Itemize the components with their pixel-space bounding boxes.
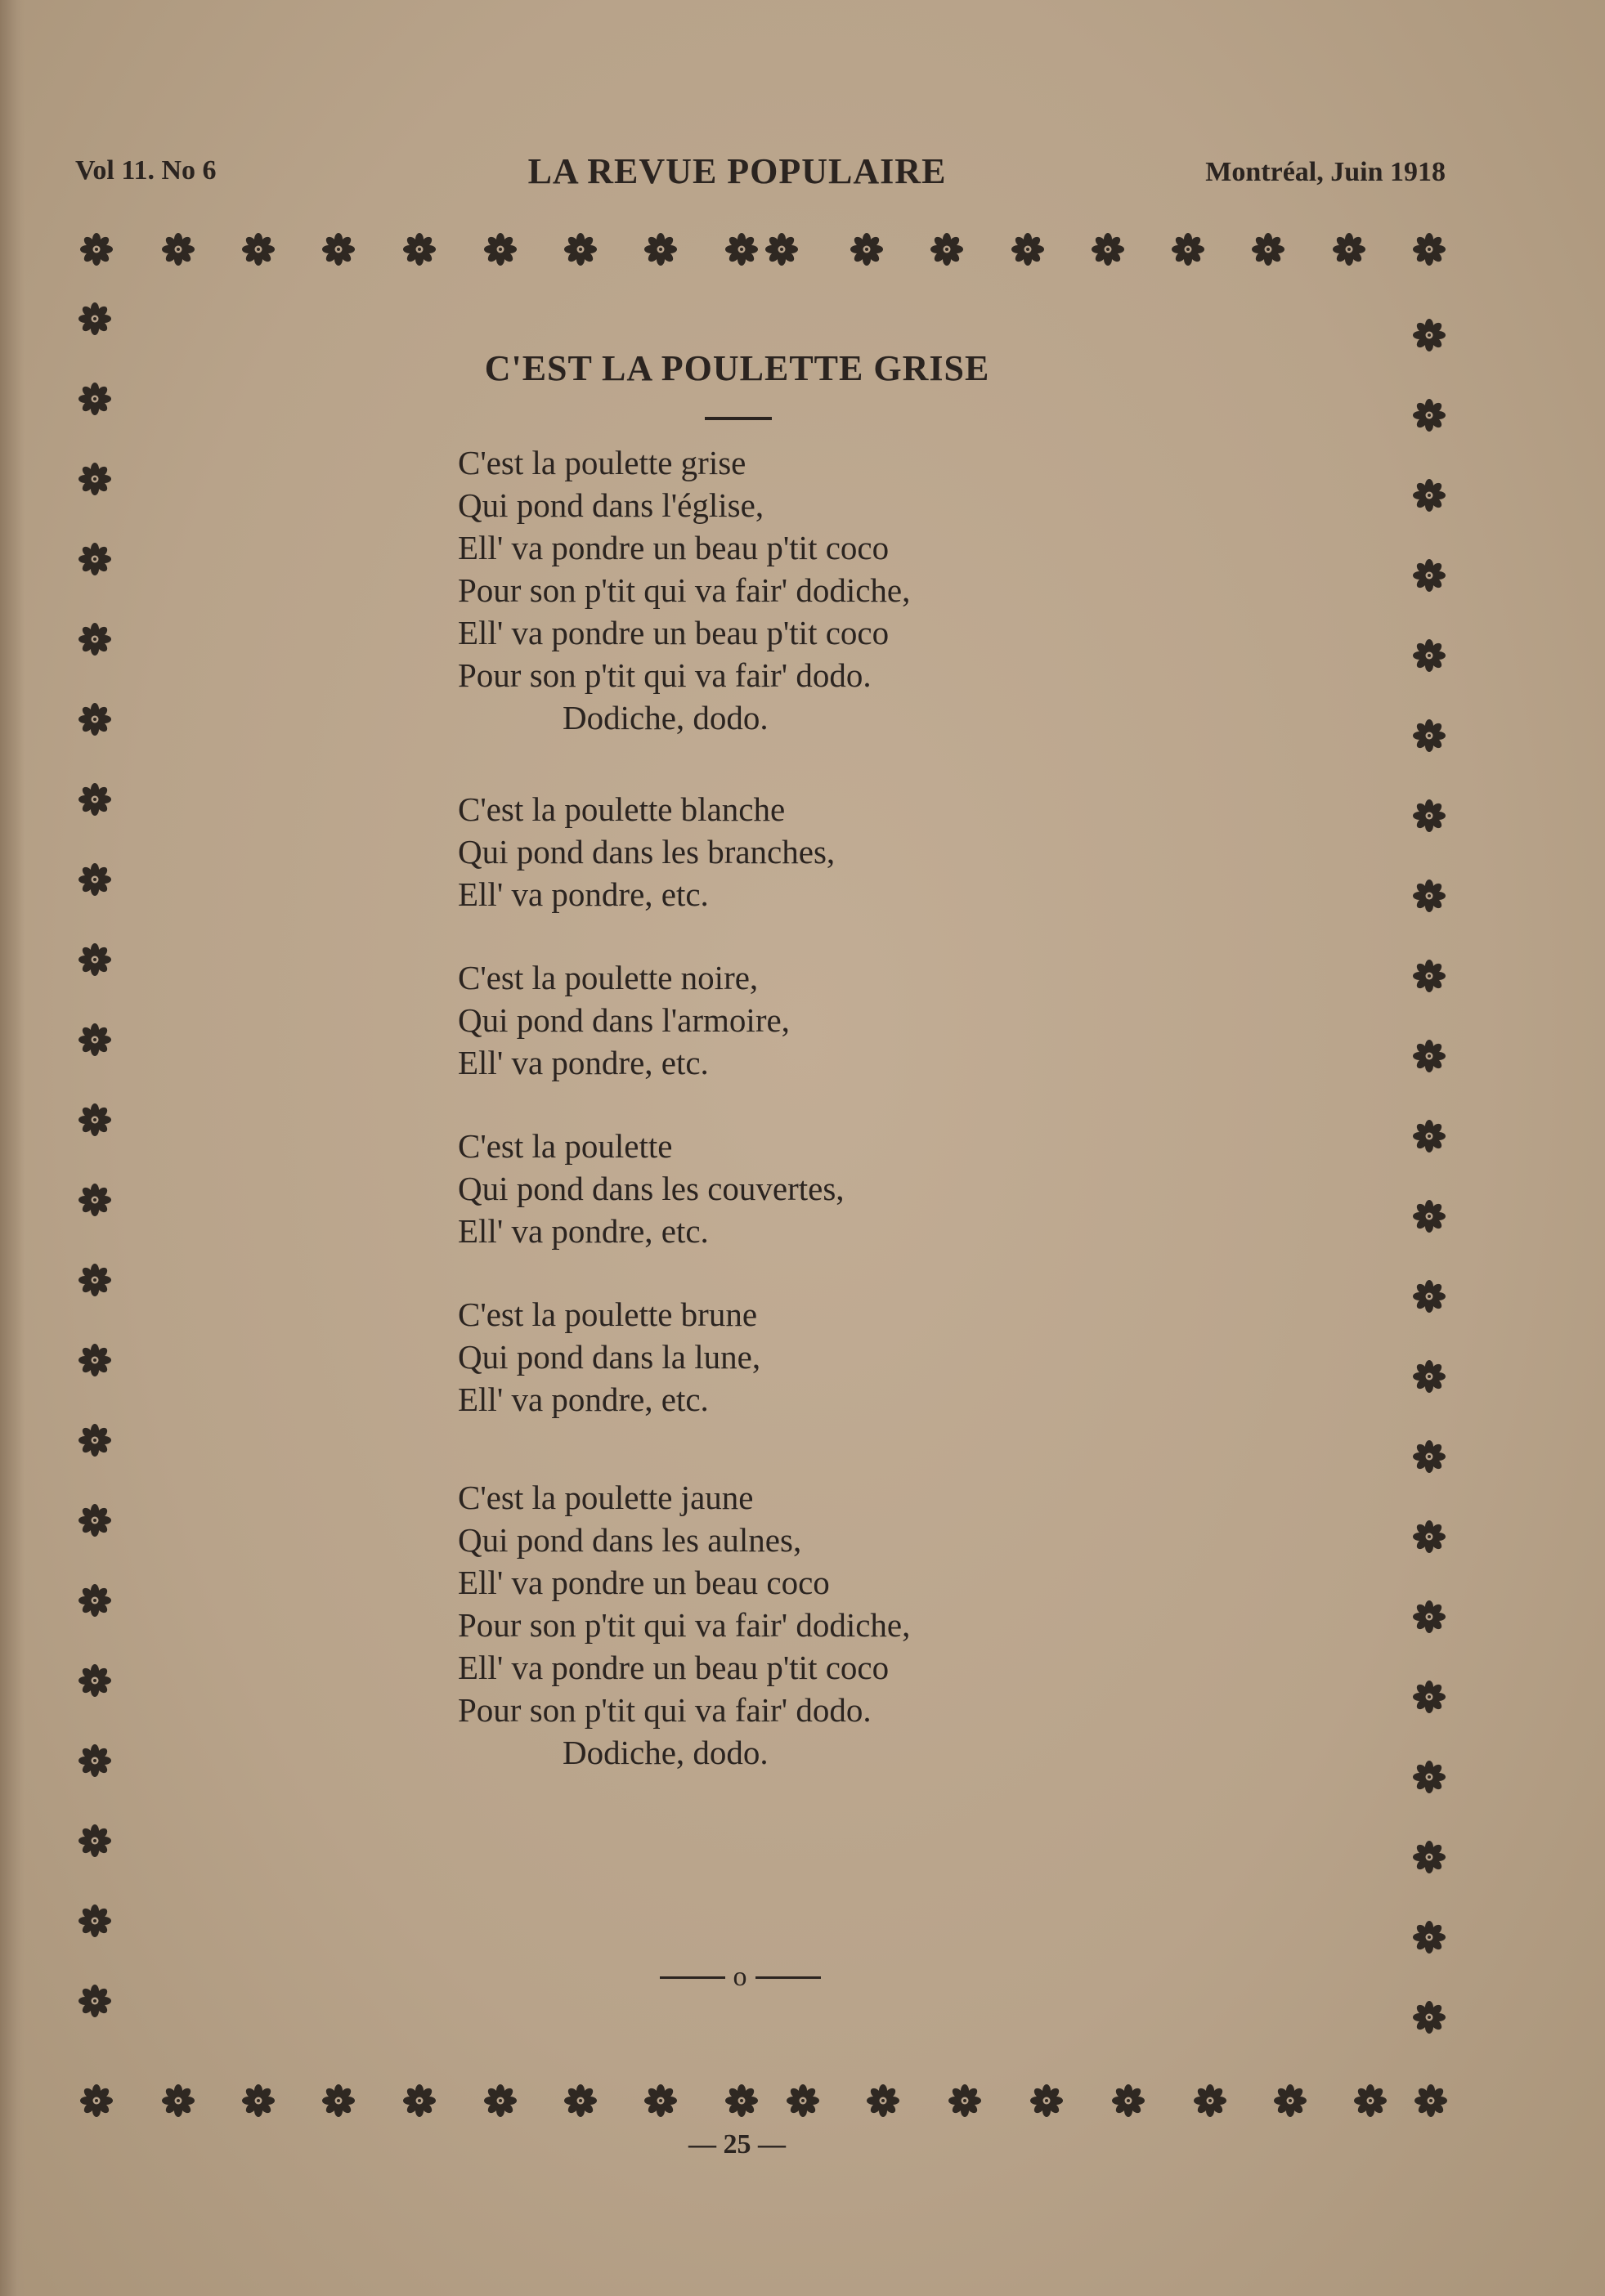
poem-line: Dodiche, dodo. bbox=[563, 699, 769, 736]
rosette-icon bbox=[1353, 2083, 1388, 2118]
poem-line: Ell' va pondre un beau p'tit coco bbox=[458, 614, 890, 651]
rosette-icon bbox=[1412, 558, 1446, 593]
poem-line: Ell' va pondre, etc. bbox=[458, 875, 709, 913]
poem-line: Pour son p'tit qui va fair' dodiche, bbox=[458, 1606, 911, 1644]
rosette-icon bbox=[1412, 232, 1446, 266]
title-rule bbox=[705, 417, 772, 420]
rosette-icon bbox=[563, 232, 598, 266]
publication-title: LA REVUE POPULAIRE bbox=[527, 151, 947, 191]
rosette-icon bbox=[1091, 232, 1125, 266]
rosette-icon bbox=[1412, 1519, 1446, 1554]
stanza bbox=[458, 441, 1357, 739]
poem-line: Ell' va pondre un beau p'tit coco bbox=[458, 1649, 890, 1686]
rosette-icon bbox=[78, 1183, 112, 1217]
rosette-icon bbox=[930, 232, 964, 266]
rosette-icon bbox=[1412, 1920, 1446, 1954]
rosette-icon bbox=[1412, 1199, 1446, 1233]
rosette-icon bbox=[78, 1824, 112, 1858]
rosette-icon bbox=[563, 2083, 598, 2118]
rosette-icon bbox=[78, 1663, 112, 1698]
rosette-icon bbox=[948, 2083, 982, 2118]
rosette-icon bbox=[1412, 478, 1446, 512]
stanza bbox=[458, 1125, 1357, 1252]
poem-line: Pour son p'tit qui va fair' dodiche, bbox=[458, 571, 911, 609]
poem-line: Qui pond dans l'armoire, bbox=[458, 1001, 790, 1039]
rosette-icon bbox=[866, 2083, 900, 2118]
rosette-icon bbox=[78, 1263, 112, 1297]
rosette-icon bbox=[78, 1743, 112, 1778]
rosette-icon bbox=[850, 232, 884, 266]
rosette-icon bbox=[1412, 638, 1446, 673]
rosette-icon bbox=[724, 2083, 759, 2118]
rosette-icon bbox=[643, 2083, 678, 2118]
poem-line: Qui pond dans la lune, bbox=[458, 1338, 761, 1376]
rule-left bbox=[660, 1976, 725, 1979]
rosette-icon bbox=[1412, 1119, 1446, 1153]
stanza bbox=[458, 1293, 1357, 1421]
poem-line: Pour son p'tit qui va fair' dodo. bbox=[458, 1691, 872, 1729]
poem-line: Qui pond dans les branches, bbox=[458, 833, 836, 871]
rosette-icon bbox=[1273, 2083, 1307, 2118]
rosette-icon bbox=[1412, 1439, 1446, 1474]
rosette-icon bbox=[78, 1583, 112, 1618]
poem-line: Qui pond dans les aulnes, bbox=[458, 1521, 802, 1559]
rosette-icon bbox=[321, 2083, 356, 2118]
volume-number: Vol 11. No 6 bbox=[75, 155, 217, 186]
running-header bbox=[0, 151, 1605, 204]
rosette-icon bbox=[161, 2083, 195, 2118]
rosette-icon bbox=[1412, 1760, 1446, 1794]
rosette-icon bbox=[764, 232, 799, 266]
rosette-icon bbox=[724, 232, 759, 266]
rosette-icon bbox=[1251, 232, 1285, 266]
rosette-icon bbox=[78, 1103, 112, 1137]
rosette-icon bbox=[643, 232, 678, 266]
rosette-icon bbox=[79, 2083, 114, 2118]
poem-line: Ell' va pondre, etc. bbox=[458, 1381, 709, 1418]
rosette-icon bbox=[1412, 718, 1446, 753]
stanza bbox=[458, 788, 1357, 915]
rosette-icon bbox=[1412, 1600, 1446, 1634]
rosette-icon bbox=[1011, 232, 1045, 266]
rosette-icon bbox=[1412, 959, 1446, 993]
poem-line: Pour son p'tit qui va fair' dodo. bbox=[458, 656, 872, 694]
poem-line: C'est la poulette jaune bbox=[458, 1479, 754, 1516]
rosette-icon bbox=[241, 232, 276, 266]
rosette-icon bbox=[1412, 1279, 1446, 1314]
rosette-icon bbox=[78, 782, 112, 817]
poem-line: Ell' va pondre un beau coco bbox=[458, 1564, 830, 1601]
rosette-icon bbox=[78, 1503, 112, 1537]
rosette-icon bbox=[78, 862, 112, 897]
rosette-icon bbox=[402, 2083, 437, 2118]
end-mark: o bbox=[733, 1962, 747, 1993]
rosette-icon bbox=[1412, 1840, 1446, 1874]
rosette-icon bbox=[1412, 398, 1446, 432]
rosette-icon bbox=[78, 1984, 112, 2018]
poem-line: C'est la poulette noire, bbox=[458, 959, 759, 996]
poem-line: Ell' va pondre un beau p'tit coco bbox=[458, 529, 890, 566]
rosette-icon bbox=[78, 702, 112, 736]
rosette-icon bbox=[786, 2083, 820, 2118]
rosette-icon bbox=[1029, 2083, 1064, 2118]
place-date: Montréal, Juin 1918 bbox=[1205, 157, 1446, 187]
rosette-icon bbox=[1412, 1359, 1446, 1394]
page-spine-shadow bbox=[0, 0, 25, 2296]
rosette-icon bbox=[1412, 1680, 1446, 1714]
poem-line: C'est la poulette blanche bbox=[458, 790, 786, 828]
rosette-icon bbox=[79, 232, 114, 266]
poem-line: C'est la poulette grise bbox=[458, 444, 746, 481]
poem-line: Dodiche, dodo. bbox=[563, 1734, 769, 1771]
rosette-icon bbox=[78, 1904, 112, 1938]
poem-body bbox=[458, 441, 1357, 1774]
poem-line: Qui pond dans les couvertes, bbox=[458, 1170, 845, 1207]
poem-line: Qui pond dans l'église, bbox=[458, 486, 764, 524]
rosette-icon bbox=[1412, 879, 1446, 913]
rosette-icon bbox=[1193, 2083, 1227, 2118]
poem-title: C'EST LA POULETTE GRISE bbox=[484, 348, 990, 388]
rosette-icon bbox=[1412, 799, 1446, 833]
rosette-icon bbox=[1332, 232, 1366, 266]
rosette-icon bbox=[78, 622, 112, 656]
rosette-icon bbox=[78, 302, 112, 336]
rosette-icon bbox=[1171, 232, 1205, 266]
rosette-icon bbox=[1412, 1039, 1446, 1073]
poem-line: C'est la poulette bbox=[458, 1127, 673, 1165]
poem-line: Ell' va pondre, etc. bbox=[458, 1212, 709, 1250]
rosette-icon bbox=[483, 2083, 518, 2118]
stanza bbox=[458, 1476, 1357, 1774]
rosette-icon bbox=[1412, 2000, 1446, 2034]
rosette-icon bbox=[1111, 2083, 1145, 2118]
rosette-icon bbox=[161, 232, 195, 266]
page-number: — 25 — bbox=[688, 2129, 786, 2159]
poem-line: C'est la poulette brune bbox=[458, 1296, 758, 1333]
rosette-icon bbox=[78, 1023, 112, 1057]
poem-line: Ell' va pondre, etc. bbox=[458, 1044, 709, 1081]
stanza bbox=[458, 956, 1357, 1084]
rosette-icon bbox=[78, 1423, 112, 1457]
rosette-icon bbox=[402, 232, 437, 266]
rosette-icon bbox=[78, 462, 112, 496]
rosette-icon bbox=[483, 232, 518, 266]
rosette-icon bbox=[78, 942, 112, 977]
rosette-icon bbox=[321, 232, 356, 266]
rosette-icon bbox=[78, 542, 112, 576]
rule-right bbox=[755, 1976, 821, 1979]
rosette-icon bbox=[1414, 2083, 1448, 2118]
rosette-icon bbox=[78, 1343, 112, 1377]
rosette-icon bbox=[241, 2083, 276, 2118]
end-ornament-rule bbox=[650, 1960, 830, 1993]
